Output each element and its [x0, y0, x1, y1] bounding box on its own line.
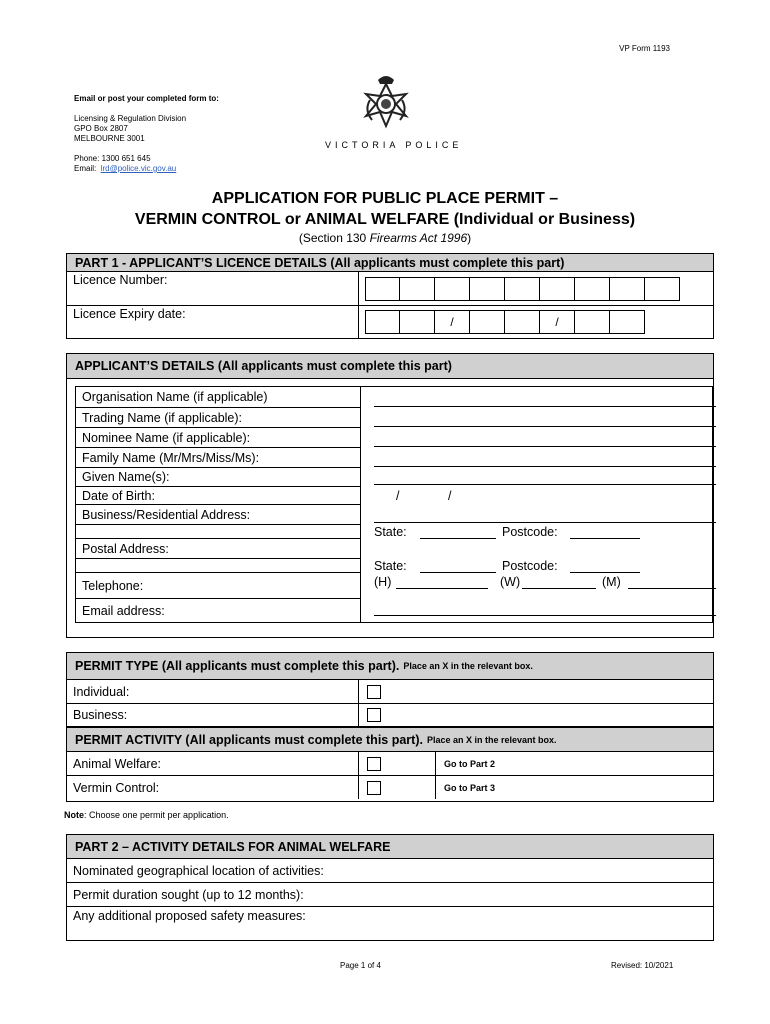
trading-name-input[interactable]	[374, 426, 716, 427]
postal-postcode-label: Postcode:	[502, 559, 558, 573]
animal-welfare-label: Animal Welfare:	[67, 752, 359, 775]
permit-activity-heading: PERMIT ACTIVITY (All applicants must complete this part). Place an X in the relevant box.	[67, 728, 713, 752]
individual-checkbox[interactable]	[367, 685, 381, 699]
part2-section	[66, 834, 714, 941]
address-line: Licensing & Regulation Division	[74, 114, 187, 123]
logo-text: VICTORIA POLICE	[325, 140, 463, 150]
page-number: Page 1 of 4	[340, 961, 381, 970]
phone-text: Phone: 1300 651 645	[74, 154, 151, 163]
given-name-input[interactable]	[374, 484, 716, 485]
business-checkbox[interactable]	[367, 708, 381, 722]
safety-field[interactable]: Any additional proposed safety measures:	[73, 909, 306, 923]
part2-heading: PART 2 – ACTIVITY DETAILS FOR ANIMAL WELFARE	[67, 835, 713, 859]
state-input[interactable]	[420, 538, 496, 539]
dob-slash: /	[396, 489, 400, 503]
postcode-label: Postcode:	[502, 525, 558, 539]
licence-expiry-boxes[interactable]: / /	[365, 310, 645, 334]
licence-number-label: Licence Number:	[67, 272, 359, 305]
duration-field[interactable]: Permit duration sought (up to 12 months):	[67, 883, 713, 907]
goto-part2: Go to Part 2	[435, 752, 655, 775]
part1-section	[66, 253, 714, 339]
postal-state-input[interactable]	[420, 572, 496, 573]
postcode-input[interactable]	[570, 538, 640, 539]
permit-type-note: Place an X in the relevant box.	[403, 661, 533, 671]
contact-title: Email or post your completed form to:	[74, 94, 219, 103]
dob-label: Date of Birth:	[76, 486, 361, 504]
vermin-control-label: Vermin Control:	[67, 776, 359, 799]
dob-slash: /	[448, 489, 452, 503]
email-label: Email:	[74, 164, 97, 173]
postal-state-label: State:	[374, 559, 407, 573]
form-title-line2: VERMIN CONTROL or ANIMAL WELFARE (Individual or Business)	[134, 211, 636, 228]
telephone-label: Telephone:	[76, 572, 361, 598]
phone-h-input[interactable]	[396, 588, 488, 589]
email-address-label: Email address:	[76, 598, 361, 622]
nominee-name-label: Nominee Name (if applicable):	[76, 427, 361, 447]
permit-type-heading: PERMIT TYPE (All applicants must complete this part). Place an X in the relevant box.	[67, 653, 713, 680]
address-line: GPO Box 2807	[74, 124, 128, 133]
trading-name-label: Trading Name (if applicable):	[76, 407, 361, 427]
part1-heading: PART 1 - APPLICANT’S LICENCE DETAILS (All applicants must complete this part)	[67, 254, 713, 272]
licence-expiry-label: Licence Expiry date:	[67, 306, 359, 338]
licence-number-boxes[interactable]	[365, 277, 680, 301]
org-name-label: Organisation Name (if applicable)	[76, 387, 361, 407]
family-name-input[interactable]	[374, 466, 716, 467]
police-star-icon	[358, 70, 414, 134]
address-label: Business/Residential Address:	[76, 504, 361, 524]
vermin-control-checkbox[interactable]	[367, 781, 381, 795]
permit-section	[66, 652, 714, 802]
family-name-label: Family Name (Mr/Mrs/Miss/Ms):	[76, 447, 361, 467]
act-name: Firearms Act 1996	[369, 231, 468, 245]
phone-m-label: (M)	[602, 575, 621, 589]
phone-w-label: (W)	[500, 575, 521, 589]
email-input[interactable]	[374, 615, 716, 616]
applicant-heading: APPLICANT’S DETAILS (All applicants must complete this part)	[67, 354, 713, 379]
phone-m-input[interactable]	[628, 588, 716, 589]
revised-date: Revised: 10/2021	[611, 961, 674, 970]
permit-note: Note: Choose one permit per application.	[64, 810, 229, 820]
email-link[interactable]: lrd@police.vic.gov.au	[100, 164, 177, 173]
address-line: MELBOURNE 3001	[74, 134, 145, 143]
applicant-details-section	[66, 353, 714, 638]
form-number: VP Form 1193	[619, 44, 670, 53]
form-subtitle: (Section 130 Firearms Act 1996)	[298, 231, 472, 245]
postal-postcode-input[interactable]	[570, 572, 640, 573]
state-label: State:	[374, 525, 407, 539]
phone-w-input[interactable]	[522, 588, 596, 589]
location-field[interactable]: Nominated geographical location of activities:	[67, 859, 713, 883]
business-label: Business:	[67, 704, 359, 726]
form-title-line1: APPLICATION FOR PUBLIC PLACE PERMIT –	[211, 190, 559, 207]
address-input[interactable]	[374, 522, 716, 523]
phone-h-label: (H)	[374, 575, 392, 589]
individual-label: Individual:	[67, 680, 359, 703]
goto-part3: Go to Part 3	[435, 776, 655, 799]
animal-welfare-checkbox[interactable]	[367, 757, 381, 771]
postal-address-label: Postal Address:	[76, 538, 361, 558]
given-name-label: Given Name(s):	[76, 467, 361, 486]
permit-activity-note: Place an X in the relevant box.	[426, 734, 557, 745]
org-name-input[interactable]	[374, 406, 716, 407]
victoria-police-logo	[325, 70, 463, 150]
nominee-name-input[interactable]	[374, 446, 716, 447]
contact-block	[74, 94, 274, 174]
applicant-fields	[75, 386, 713, 623]
